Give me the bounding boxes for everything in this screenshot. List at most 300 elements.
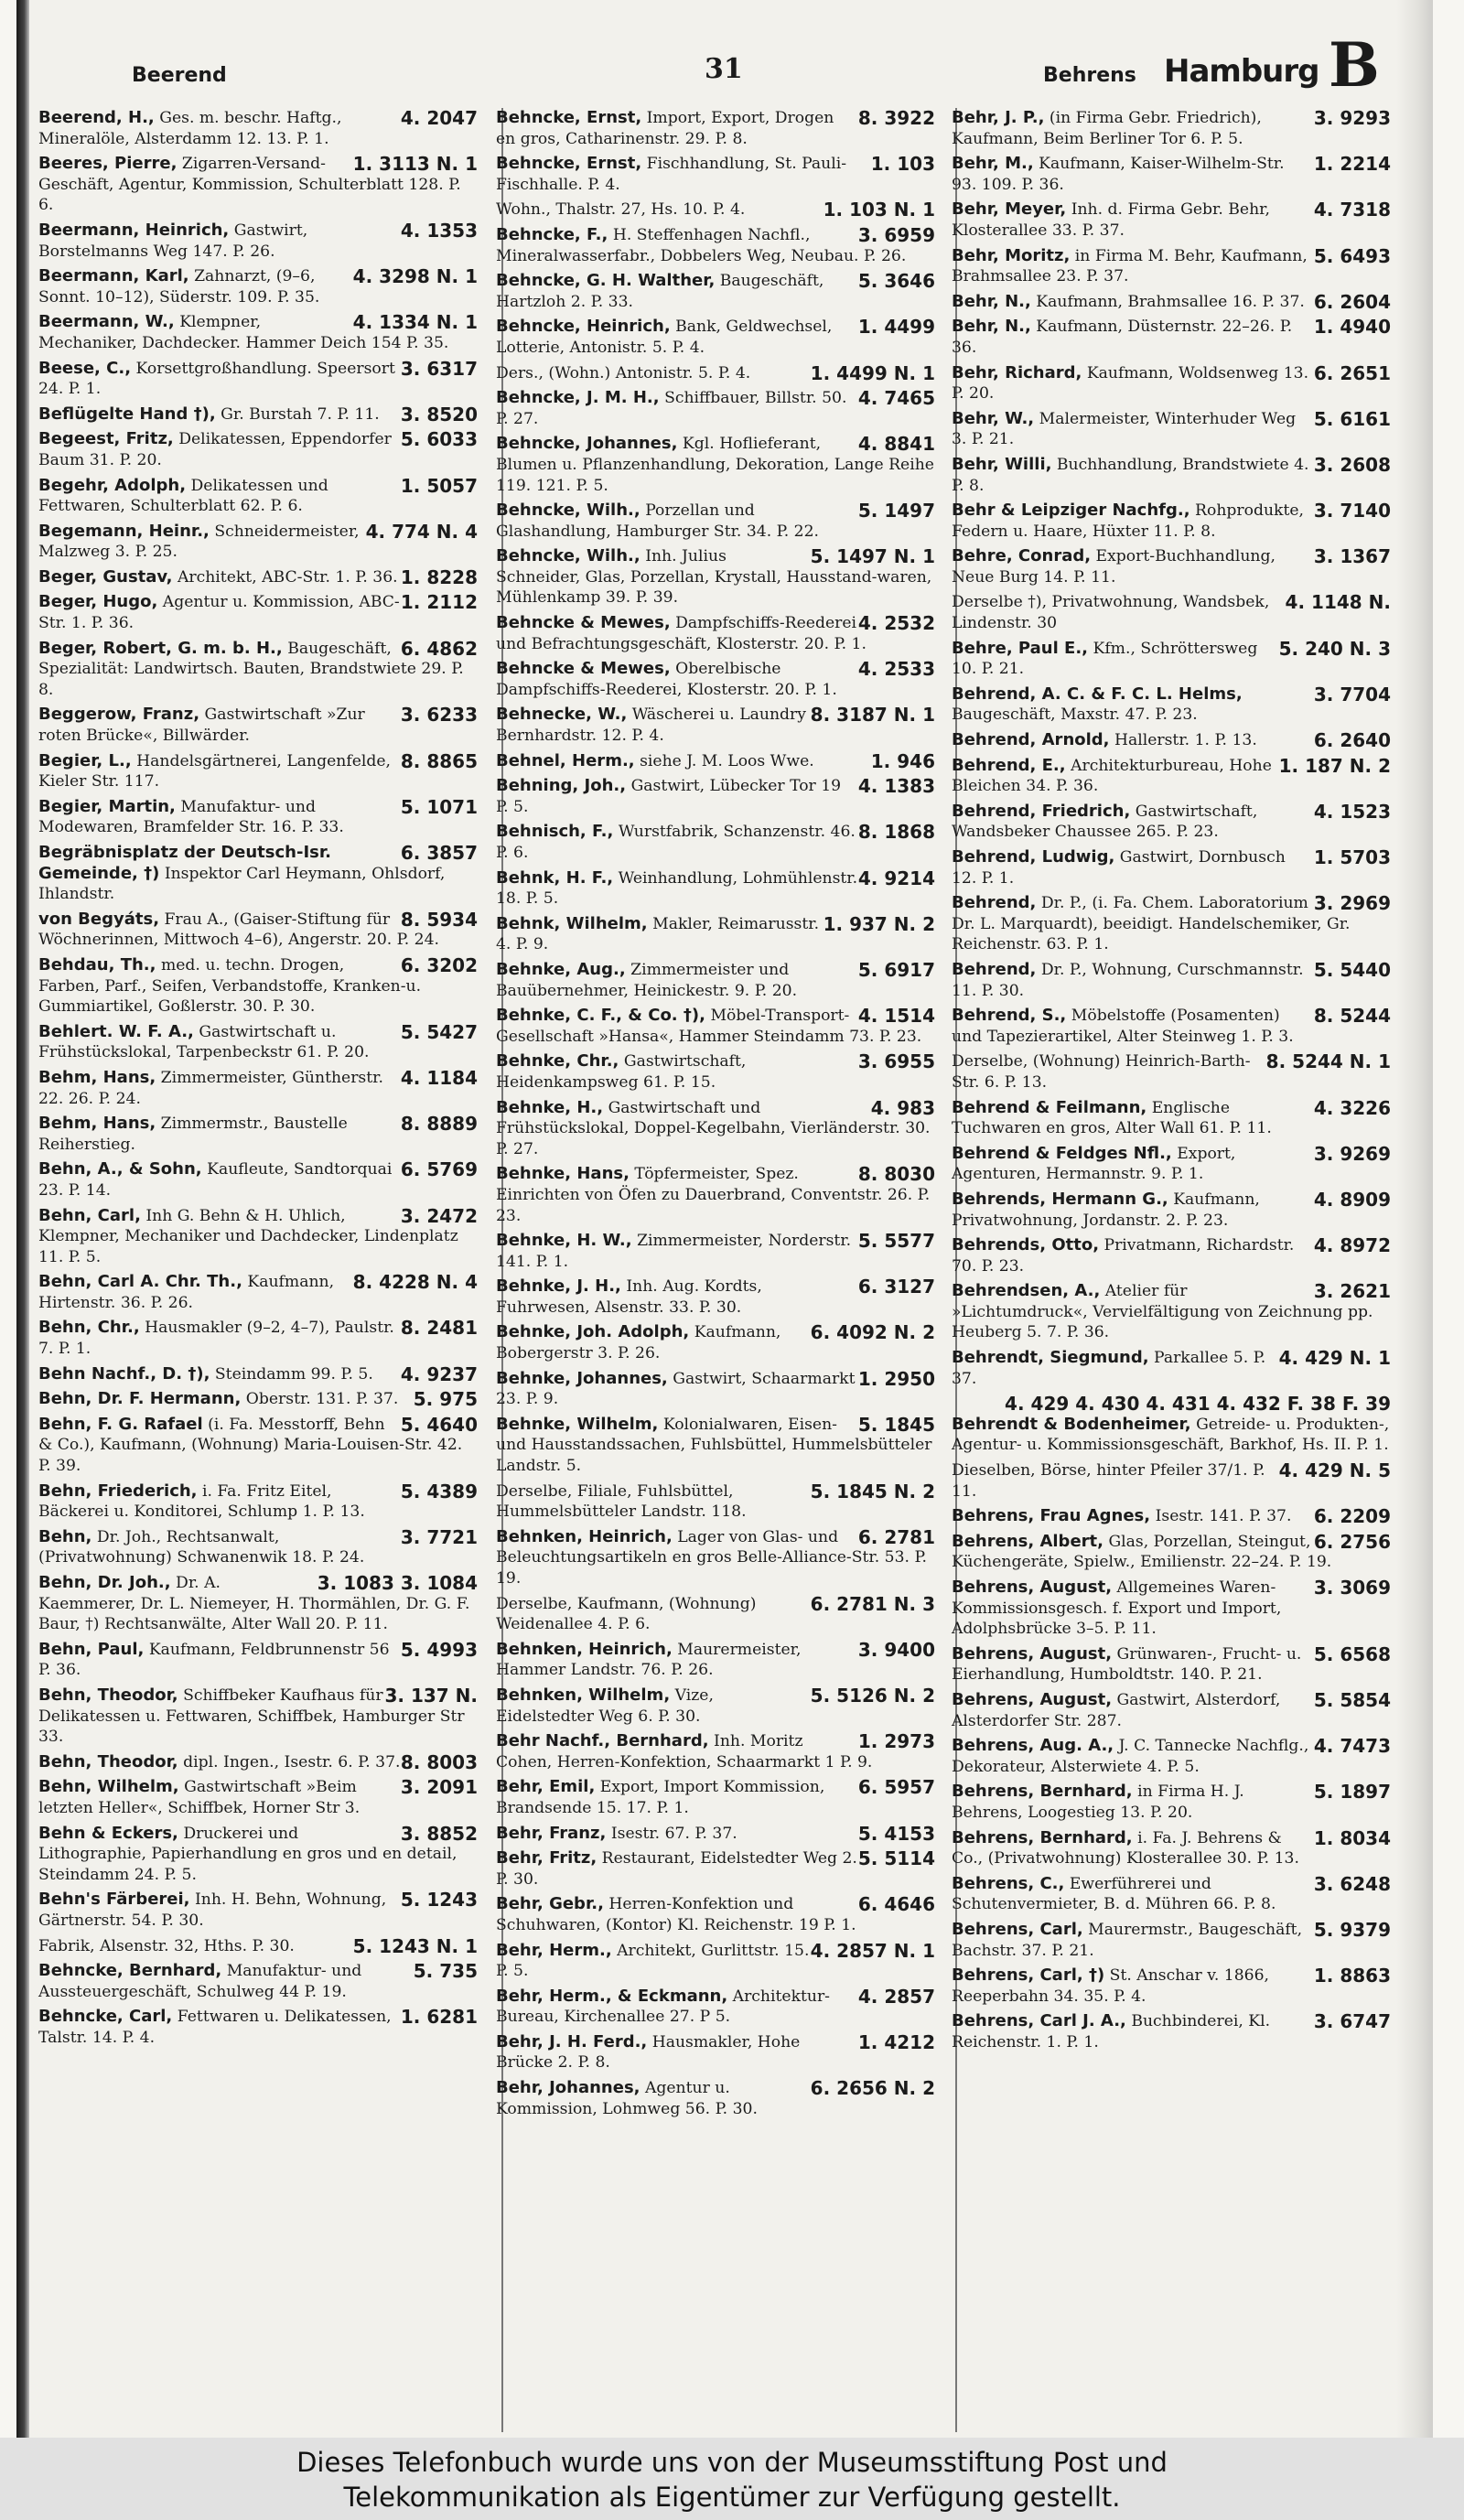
entry-details: Delikatessen und Fettwaren, Schulterblatt 62. P. 6. [38, 476, 328, 516]
header-right-word: Behrens [1043, 64, 1136, 87]
entry-details: Architekt, ABC-Str. 1. P. 36. [177, 567, 398, 587]
entry-details: (in Firma Gebr. Friedrich), Kaufmann, Beim Berliner Tor 6. P. 5. [952, 109, 1262, 148]
entry-name: Behr, W., [952, 408, 1035, 428]
phone-number: 3. 2608 [1313, 453, 1391, 476]
directory-entry [496, 659, 935, 700]
phone-number: 3. 3069 [1313, 1577, 1391, 1599]
entry-name: von Begyáts, [38, 909, 160, 929]
entry-name: Behnke, H., [496, 1097, 604, 1117]
directory-entry [38, 1685, 478, 1748]
directory-entry [38, 154, 478, 216]
phone-number: 3. 2969 [1313, 892, 1391, 915]
phone-number: 5. 6568 [1313, 1642, 1391, 1665]
phone-number: 4. 7473 [1313, 1735, 1391, 1758]
entry-name: Behr, J. H. Ferd., [496, 2031, 648, 2052]
phone-number: 5. 4640 [400, 1413, 478, 1436]
entry-details: Kaufmann, Hirtenstr. 36. P. 26. [38, 1273, 335, 1312]
entry-details: Export-Buchhandlung, Neue Burg 14. P. 11. [952, 547, 1276, 587]
entry-details: Kaufmann, Brahmsallee 16. P. 37. [1036, 292, 1305, 311]
directory-entry [496, 1276, 935, 1318]
entry-details: Import, Export, Drogen en gros, Catharinenstr. 29. P. 8. [496, 109, 834, 148]
phone-number: 5. 5126 N. 2 [810, 1684, 935, 1707]
directory-entry [952, 1006, 1391, 1047]
directory-entry [38, 1481, 478, 1523]
phone-number: 4. 2047 [400, 107, 478, 129]
directory-entry [38, 1318, 478, 1359]
phone-number: 6. 4646 [857, 1893, 935, 1916]
entry-name: Behrens, August, [952, 1643, 1113, 1664]
entry-name: Behr, Herm., [496, 1940, 612, 1960]
entry-details: Ewerführerei und Schutenvermieter, B. d. Mühren 66. P. 8. [952, 1874, 1276, 1914]
entry-details: Ges. m. beschr. Haftg., Mineralöle, Alsterdamm 12. 13. P. 1. [38, 109, 342, 148]
phone-number: 5. 5854 [1313, 1688, 1391, 1711]
entry-details: Möbelstoffe (Posamenten) und Tapezierartikel, Alter Steinweg 1. P. 3. [952, 1007, 1294, 1046]
directory-entry [496, 1594, 935, 1635]
entry-details: Kaufmann, Düsternstr. 22–26. P. 36. [952, 318, 1293, 357]
entry-name: Behr, Franz, [496, 1823, 607, 1843]
entry-details: Manufaktur- und Aussteuergeschäft, Schulweg 44 P. 19. [38, 1962, 362, 2001]
directory-entry [952, 1506, 1391, 1527]
phone-number: 3. 9400 [857, 1638, 935, 1661]
entry-details: Töpfermeister, Spez. Einrichten von Öfen zu Dauerbrand, Conventstr. 26. P. 23. [496, 1165, 931, 1225]
phone-number: 4. 2533 [857, 658, 935, 681]
phone-number: 3. 9293 [1313, 107, 1391, 129]
entry-details: i. Fa. Fritz Eitel, Bäckerei u. Konditorei, Schlump 1. P. 13. [38, 1481, 365, 1522]
entry-details: Zimmermeister und Bauübernehmer, Heinickestr. 9. P. 20. [496, 960, 798, 1000]
entry-details: Bank, Geldwechsel, Lotterie, Antonistr. 5. P. 4. [496, 318, 833, 357]
entry-details: Atelier für »Lichtumdruck«, Vervielfältigung von Zeichnung pp. Heuberg 5. 7. P. 36. [952, 1282, 1373, 1342]
directory-entry [952, 108, 1391, 149]
phone-number: 5. 735 [413, 1960, 478, 1983]
phone-number: 4. 7318 [1313, 199, 1391, 221]
phone-number: 5. 1071 [400, 795, 478, 818]
directory-entry [496, 1006, 935, 1047]
entry-name: Behncke, Wilh., [496, 501, 640, 521]
phone-number: 1. 4940 [1313, 316, 1391, 339]
entry-details: in Firma M. Behr, Kaufmann, Brahmsallee 23. P. 37. [952, 246, 1308, 286]
entry-details: Architekturbureau, Hohe Bleichen 34. P. 36. [952, 756, 1272, 796]
entry-details: Oberstr. 131. P. 37. [245, 1390, 399, 1409]
entry-details: Weinhandlung, Lohmühlenstr. 18. P. 5. [496, 868, 858, 909]
directory-entry [952, 292, 1391, 313]
entry-details: i. Fa. J. Behrens & Co., (Privatwohnung) Klosterallee 30. P. 13. [952, 1828, 1299, 1868]
phone-number: 6. 2781 [857, 1525, 935, 1548]
phone-number: 8. 8865 [400, 749, 478, 772]
directory-entry [38, 1114, 478, 1155]
entry-name: Behr, N., [952, 291, 1031, 311]
phone-number: 3. 6248 [1313, 1872, 1391, 1895]
phone-number: 5. 6033 [400, 428, 478, 451]
directory-entry [496, 2078, 935, 2119]
entry-name: Behrens, Albert, [952, 1531, 1103, 1551]
phone-number: 5. 9379 [1313, 1918, 1391, 1941]
phone-number: 1. 2973 [857, 1730, 935, 1753]
entry-details: Kaufmann, Woldsenweg 13. P. 20. [952, 363, 1309, 404]
entry-name: Behncke, F., [496, 224, 608, 244]
entry-name: Behncke, Ernst, [496, 154, 642, 174]
directory-entry [496, 1369, 935, 1410]
entry-details: Manufaktur- und Modewaren, Bramfelder Str. 16. P. 33. [38, 797, 344, 837]
entry-details: Hallerstr. 1. P. 13. [1114, 731, 1257, 750]
entry-details: Gastwirtschaft »Beim letzten Heller«, Schiffbek, Horner Str 3. [38, 1778, 361, 1817]
entry-name: Behnke, Chr., [496, 1051, 619, 1072]
entry-details: Kolonialwaren, Eisen- und Hausstandssachen, Fuhlsbüttel, Hummelsbütteler Landstr. 5. [496, 1415, 932, 1476]
header-left-word: Beerend [132, 64, 227, 87]
phone-number: 4. 1148 N. [1285, 591, 1391, 614]
entry-name: Behnecke, W., [496, 705, 628, 725]
phone-number: 5. 4389 [400, 1480, 478, 1502]
entry-details: in Firma H. J. Behrens, Loogestieg 13. P. 20. [952, 1782, 1244, 1822]
entry-name: Behr, Herm., & Eckmann, [496, 1986, 728, 2006]
phone-number: 5. 1897 [1313, 1781, 1391, 1804]
directory-entry [496, 199, 935, 221]
directory-entry [38, 429, 478, 470]
footer-line-2: Telekommunikation als Eigentümer zur Verfügung gestellt. [343, 2482, 1121, 2513]
entry-name: Behn, Theodor, [38, 1751, 178, 1772]
entry-name: Behnel, Herm., [496, 750, 635, 770]
entry-details: Gastwirt, Alsterdorf, Alsterdorfer Str. 287. [952, 1690, 1281, 1730]
entry-name: Behn, A., & Sohn, [38, 1159, 202, 1179]
phone-number: 4. 2857 [857, 1985, 935, 2008]
entry-details: Baugeschäft, Maxstr. 47. P. 23. [952, 705, 1198, 725]
entry-details: H. Steffenhagen Nachfl., Mineralwasserfabr., Dobbelers Weg, Neubau. P. 26. [496, 225, 907, 265]
directory-entry [952, 1920, 1391, 1961]
entry-name: Behrens, August, [952, 1689, 1113, 1709]
entry-name: Behn, Friederich, [38, 1481, 198, 1501]
entry-details: Gastwirt, Dornbusch 12. P. 1. [952, 848, 1286, 888]
directory-entry [952, 1690, 1391, 1731]
directory-entry [952, 639, 1391, 680]
entry-details: Wurstfabrik, Schanzenstr. 46. P. 6. [496, 823, 856, 862]
entry-name: Behrend, Arnold, [952, 730, 1110, 750]
phone-number: 6. 2781 N. 3 [810, 1592, 935, 1615]
entry-name: Behr, Richard, [952, 362, 1082, 382]
directory-entry [38, 705, 478, 746]
entry-details: Isestr. 141. P. 37. [1155, 1507, 1292, 1526]
directory-entry [952, 1394, 1391, 1456]
entry-name: Beger, Hugo, [38, 592, 158, 612]
phone-number: 1. 187 N. 2 [1278, 754, 1391, 777]
entry-details: Baugeschäft, Hartzloh 2. P. 33. [496, 272, 824, 311]
directory-entry [496, 501, 935, 542]
directory-entry [496, 1098, 935, 1160]
entry-name: Behn & Eckers, [38, 1823, 178, 1843]
directory-entry [496, 1481, 935, 1523]
phone-number: 6. 2656 N. 2 [810, 2077, 935, 2100]
phone-number: 3. 1367 [1313, 545, 1391, 568]
directory-entry [38, 1159, 478, 1201]
entry-details: Maurermeister, Hammer Landstr. 76. P. 26. [496, 1640, 802, 1680]
directory-entry [496, 960, 935, 1001]
phone-number: 1. 2950 [857, 1367, 935, 1390]
phone-number: 4. 3298 N. 1 [352, 265, 478, 288]
entry-details: Lager von Glas- und Beleuchtungsartikeln en gros Belle-Alliance-Str. 53. P. 19. [496, 1527, 928, 1588]
entry-name: Behrend, [952, 893, 1037, 913]
entry-name: Begier, L., [38, 750, 132, 770]
entry-name: Behr, Gebr., [496, 1894, 604, 1914]
entry-name: Beger, Robert, G. m. b. H., [38, 638, 283, 658]
phone-number: 5. 6161 [1313, 407, 1391, 430]
directory-entry [496, 1848, 935, 1890]
phone-number: 1. 937 N. 2 [823, 912, 935, 935]
directory-entry [496, 822, 935, 863]
entry-name: Beggerow, Franz, [38, 705, 200, 725]
directory-entry [952, 199, 1391, 241]
entry-details: Englische Tuchwaren en gros, Alter Wall 61. P. 11. [952, 1098, 1272, 1138]
entry-details: Isestr. 67. P. 37. [610, 1824, 737, 1843]
entry-name: Behr, Johannes, [496, 2078, 640, 2098]
phone-number: 4. 2857 N. 1 [810, 1939, 935, 1962]
entry-details: Agentur u. Kommission, Lohmweg 56. P. 30. [496, 2079, 758, 2118]
phone-number: 5. 3646 [857, 270, 935, 293]
entry-details: Inspektor Carl Heymann, Ohlsdorf, Ihlandstr. [38, 864, 446, 904]
phone-number: 6. 2604 [1313, 290, 1391, 313]
entry-details: Handelsgärtnerei, Langenfelde, Kieler Str. 117. [38, 751, 392, 792]
entry-name: Beese, C., [38, 358, 132, 378]
phone-number: 4. 8841 [857, 433, 935, 456]
directory-entry [952, 1782, 1391, 1823]
phone-number: 4. 7465 [857, 387, 935, 410]
directory-entry [952, 1736, 1391, 1777]
phone-number: 3. 7721 [400, 1525, 478, 1548]
directory-entry [952, 1460, 1391, 1502]
entry-details: Dr. P., (i. Fa. Chem. Laboratorium Dr. L. Marquardt), beeidigt. Handelschemiker, Gr. Reichenstr. 63. P. 1. [952, 894, 1351, 954]
entry-details: Kaufmann, Bobergerstr 3. P. 26. [496, 1323, 781, 1363]
entry-details: Maurermstr., Baugeschäft, Bachstr. 37. P. 21. [952, 1920, 1303, 1960]
entry-name: Behnke, J. H., [496, 1276, 621, 1297]
directory-entry [952, 592, 1391, 633]
entry-details: Kgl. Hoflieferant, Blumen u. Pflanzenhandlung, Dekoration, Lange Reihe 119. 121. P. 5. [496, 435, 934, 495]
phone-number: 4. 9237 [400, 1362, 478, 1385]
entry-name: Behncke, Ernst, [496, 108, 642, 127]
directory-entry [38, 312, 478, 353]
entry-details: Grünwaren-, Frucht- u. Eierhandlung, Humboldtstr. 140. P. 21. [952, 1644, 1302, 1685]
entry-name: Behn, Chr., [38, 1318, 140, 1338]
entry-details: Parkallee 5. P. 37. [952, 1349, 1266, 1388]
entry-name: Behn Nachf., D. †), [38, 1363, 210, 1384]
entry-name: Behnke, H. W., [496, 1231, 632, 1251]
phone-number: 4. 8909 [1313, 1188, 1391, 1211]
entry-name: Behnk, H. F., [496, 867, 614, 888]
entry-details: Inh. Moritz Cohen, Herren-Konfektion, Schaarmarkt 1 P. 9. [496, 1732, 873, 1772]
entry-name: Behnke, Hans, [496, 1164, 630, 1184]
phone-number: 8. 3187 N. 1 [810, 704, 935, 727]
directory-entry [952, 409, 1391, 450]
entry-name: Behrens, Carl, †) [952, 1965, 1105, 1986]
entry-details: siehe J. M. Loos Wwe. [640, 751, 814, 770]
phone-number: 3. 6317 [400, 357, 478, 380]
entry-details: Inh. H. Behn, Wohnung, Gärtnerstr. 54. P. 30. [38, 1890, 387, 1930]
directory-entry [38, 843, 478, 905]
entry-details: Malermeister, Winterhuder Weg 3. P. 21. [952, 409, 1297, 449]
entry-details: dipl. Ingen., Isestr. 6. P. 37. [183, 1752, 401, 1772]
directory-entry [496, 546, 935, 608]
entry-name: Behn, Dr. Joh., [38, 1573, 171, 1592]
entry-name: Behrend, A. C. & F. C. L. Helms, [952, 684, 1243, 704]
phone-number: 8. 8003 [400, 1750, 478, 1773]
phone-number: 8. 3922 [857, 107, 935, 129]
entry-details: med. u. techn. Drogen, Farben, Parf., Seifen, Verbandstoffe, Kranken-u. Gummiartikel, Goßlerstr. 30. P. 30. [38, 955, 422, 1017]
directory-entry [952, 1532, 1391, 1573]
entry-details: Hausmakler, Hohe Brücke 2. P. 8. [496, 2032, 801, 2073]
entry-name: Behn's Färberei, [38, 1890, 190, 1910]
entry-details: Zimmermeister, Güntherstr. 22. 26. P. 24. [38, 1068, 383, 1108]
directory-entry [952, 1348, 1391, 1389]
entry-details: Getreide- u. Produkten-, Agentur- u. Kommissionsgeschäft, Barkhof, Hs. II. P. 1. [952, 1415, 1390, 1455]
entry-name: Behning, Joh., [496, 776, 627, 796]
phone-number: 1. 6281 [400, 2006, 478, 2029]
directory-entry [952, 2011, 1391, 2052]
entry-details: Kaufmann, Feldbrunnenstr 56 P. 36. [38, 1640, 390, 1680]
directory-entry [496, 1685, 935, 1727]
phone-number: 4. 1523 [1313, 800, 1391, 823]
directory-entry [38, 592, 478, 633]
listing-column-3 [952, 108, 1391, 2057]
entry-details: Fabrik, Alsenstr. 32, Hths. P. 30. [38, 1936, 295, 1955]
phone-number: 5. 5427 [400, 1020, 478, 1043]
entry-name: Behnke, Wilhelm, [496, 1414, 659, 1434]
entry-name: Behn, Carl A. Chr. Th., [38, 1272, 242, 1292]
phone-number: 1. 4499 N. 1 [810, 361, 935, 384]
entry-name: Beerend, H., [38, 108, 155, 127]
phone-number: 3. 2091 [400, 1776, 478, 1799]
directory-entry [952, 1098, 1391, 1139]
entry-details: Gastwirtschaft und Frühstückslokal, Doppel-Kegelbahn, Vierländerstr. 30. P. 27. [496, 1098, 931, 1158]
directory-entry [952, 893, 1391, 955]
directory-entry [38, 1272, 478, 1313]
directory-entry [952, 730, 1391, 751]
entry-details: Architekt, Gurlittstr. 15. P. 5. [496, 1941, 810, 1981]
phone-number: 1. 2112 [400, 591, 478, 614]
phone-number: 1. 4499 [857, 316, 935, 339]
entry-name: Behr, M., [952, 154, 1034, 174]
archive-footer [0, 2438, 1464, 2520]
listing-column-2 [496, 108, 935, 2124]
entry-details: Steindamm 99. P. 5. [214, 1364, 373, 1384]
phone-number: 5. 1845 N. 2 [810, 1480, 935, 1502]
directory-entry [38, 1389, 478, 1410]
directory-entry [952, 317, 1391, 358]
phone-number: 4. 1383 [857, 775, 935, 798]
entry-name: Behrend, Ludwig, [952, 847, 1115, 867]
entry-name: Behncke, Wilh., [496, 546, 640, 566]
phone-number: 8. 8030 [857, 1163, 935, 1186]
directory-entry [496, 868, 935, 910]
phone-number: 1. 3113 N. 1 [352, 153, 478, 176]
entry-name: Behrends, Otto, [952, 1235, 1100, 1255]
directory-entry [496, 1777, 935, 1818]
directory-entry [952, 455, 1391, 496]
directory-entry [496, 271, 935, 312]
directory-entry [496, 1164, 935, 1226]
directory-entry [496, 388, 935, 429]
entry-name: Behnke, C. F., & Co. †), [496, 1006, 705, 1026]
phone-number: 1. 8034 [1313, 1826, 1391, 1849]
entry-details: Gr. Burstah 7. P. 11. [221, 404, 380, 424]
directory-entry [496, 1051, 935, 1093]
phone-number: 3. 6747 [1313, 2010, 1391, 2033]
entry-name: Behrend, Friedrich, [952, 801, 1131, 821]
directory-entry [38, 1936, 478, 1957]
header-city: Hamburg [1164, 53, 1319, 90]
directory-entry [496, 1824, 935, 1845]
phone-number: 5. 1497 [857, 500, 935, 522]
entry-name: Behnke, Johannes, [496, 1368, 668, 1388]
directory-entry [38, 1824, 478, 1886]
entry-name: Behre, Paul E., [952, 638, 1089, 658]
phone-number: 8. 5244 N. 1 [1265, 1050, 1391, 1073]
phone-number: 6. 2640 [1313, 729, 1391, 752]
phone-number: 4. 429 N. 1 [1278, 1347, 1391, 1370]
header-letter: B [1329, 29, 1380, 101]
entry-name: Behrens, Frau Agnes, [952, 1506, 1151, 1526]
directory-entry [38, 567, 478, 588]
entry-name: Behnk, Wilhelm, [496, 913, 648, 933]
phone-number: 6. 3857 [400, 842, 478, 864]
entry-details: Zimmermstr., Baustelle Reiherstieg. [38, 1115, 348, 1154]
entry-details: Buchhandlung, Brandstwiete 4. P. 8. [952, 455, 1309, 495]
entry-details: Fischhandlung, St. Pauli-Fischhalle. P. 4. [496, 155, 847, 194]
entry-details: Dr. P., Wohnung, Curschmannstr. 11. P. 30. [952, 960, 1304, 1000]
phone-number: 6. 4862 [400, 637, 478, 660]
entry-details: Zigarren-Versand-Geschäft, Agentur, Kommission, Schulterblatt 128. P. 6. [38, 155, 461, 215]
phone-number: 3. 137 N. [384, 1684, 478, 1707]
phone-number: 3. 6233 [400, 704, 478, 727]
directory-entry [496, 1987, 935, 2028]
phone-number: 4. 1184 [400, 1066, 478, 1089]
directory-entry [952, 847, 1391, 888]
phone-number: 1. 4212 [857, 2030, 935, 2053]
directory-entry [38, 359, 478, 400]
entry-details: Derselbe, Filiale, Fuhlsbüttel, Hummelsbütteler Landstr. 118. [496, 1481, 747, 1522]
entry-name: Behrend & Feldges Nfl., [952, 1143, 1172, 1163]
directory-entry [952, 246, 1391, 287]
entry-name: Behrens, Carl J. A., [952, 2011, 1126, 2031]
directory-entry [496, 2032, 935, 2073]
entry-name: Behm, Hans, [38, 1067, 156, 1087]
entry-details: Druckerei und Lithographie, Papierhandlung en gros und en detail, Steindamm 24. P. 5. [38, 1824, 458, 1884]
phone-number: 4. 3226 [1313, 1096, 1391, 1119]
entry-name: Begräbnisplatz der Deutsch-Isr. Gemeinde, †) [38, 843, 332, 883]
entry-name: Behn, Carl, [38, 1205, 141, 1225]
directory-entry [496, 776, 935, 817]
entry-details: Dieselben, Börse, hinter Pfeiler 37/1. P. 11. [952, 1461, 1265, 1501]
entry-name: Behrens, Carl, [952, 1919, 1083, 1939]
directory-entry [952, 960, 1391, 1001]
entry-name: Behnisch, F., [496, 822, 614, 842]
entry-details: Korsettgroßhandlung. Speersort 24. P. 1. [38, 359, 395, 399]
entry-details: (i. Fa. Messtorff, Behn & Co.), Kaufmann, (Wohnung) Maria-Louisen-Str. 42. P. 39. [38, 1415, 463, 1476]
phone-number: 4. 2532 [857, 612, 935, 635]
page-number: 31 [705, 53, 743, 85]
entry-details: Delikatessen, Eppendorfer Baum 31. P. 20. [38, 430, 392, 469]
entry-details: Oberelbische Dampfschiffs-Reederei, Klosterstr. 20. P. 1. [496, 660, 837, 699]
entry-details: Derselbe, (Wohnung) Heinrich-Barth-Str. 6. P. 13. [952, 1052, 1251, 1092]
directory-entry [38, 476, 478, 517]
directory-entry [38, 1752, 478, 1773]
entry-details: Export, Import Kommission, Brandsende 15. 17. P. 1. [496, 1778, 825, 1817]
phone-number: 8. 5244 [1313, 1005, 1391, 1028]
entry-name: Behlert. W. F. A., [38, 1021, 194, 1041]
phone-number: 6. 3127 [857, 1276, 935, 1298]
directory-entry [38, 1068, 478, 1109]
entry-details: Wäscherei u. Laundry Bernhardstr. 12. P. 4. [496, 705, 806, 746]
entry-details: Schiffbeker Kaufhaus für Delikatessen u. Fettwaren, Schiffbek, Hamburger Str 33. [38, 1685, 465, 1747]
entry-details: Gastwirt, Lübecker Tor 19 P. 5. [496, 777, 842, 816]
directory-entry [38, 797, 478, 838]
entry-details: Derselbe, Kaufmann, (Wohnung) Weidenallee 4. P. 6. [496, 1594, 757, 1634]
entry-name: Behr, N., [952, 317, 1031, 337]
